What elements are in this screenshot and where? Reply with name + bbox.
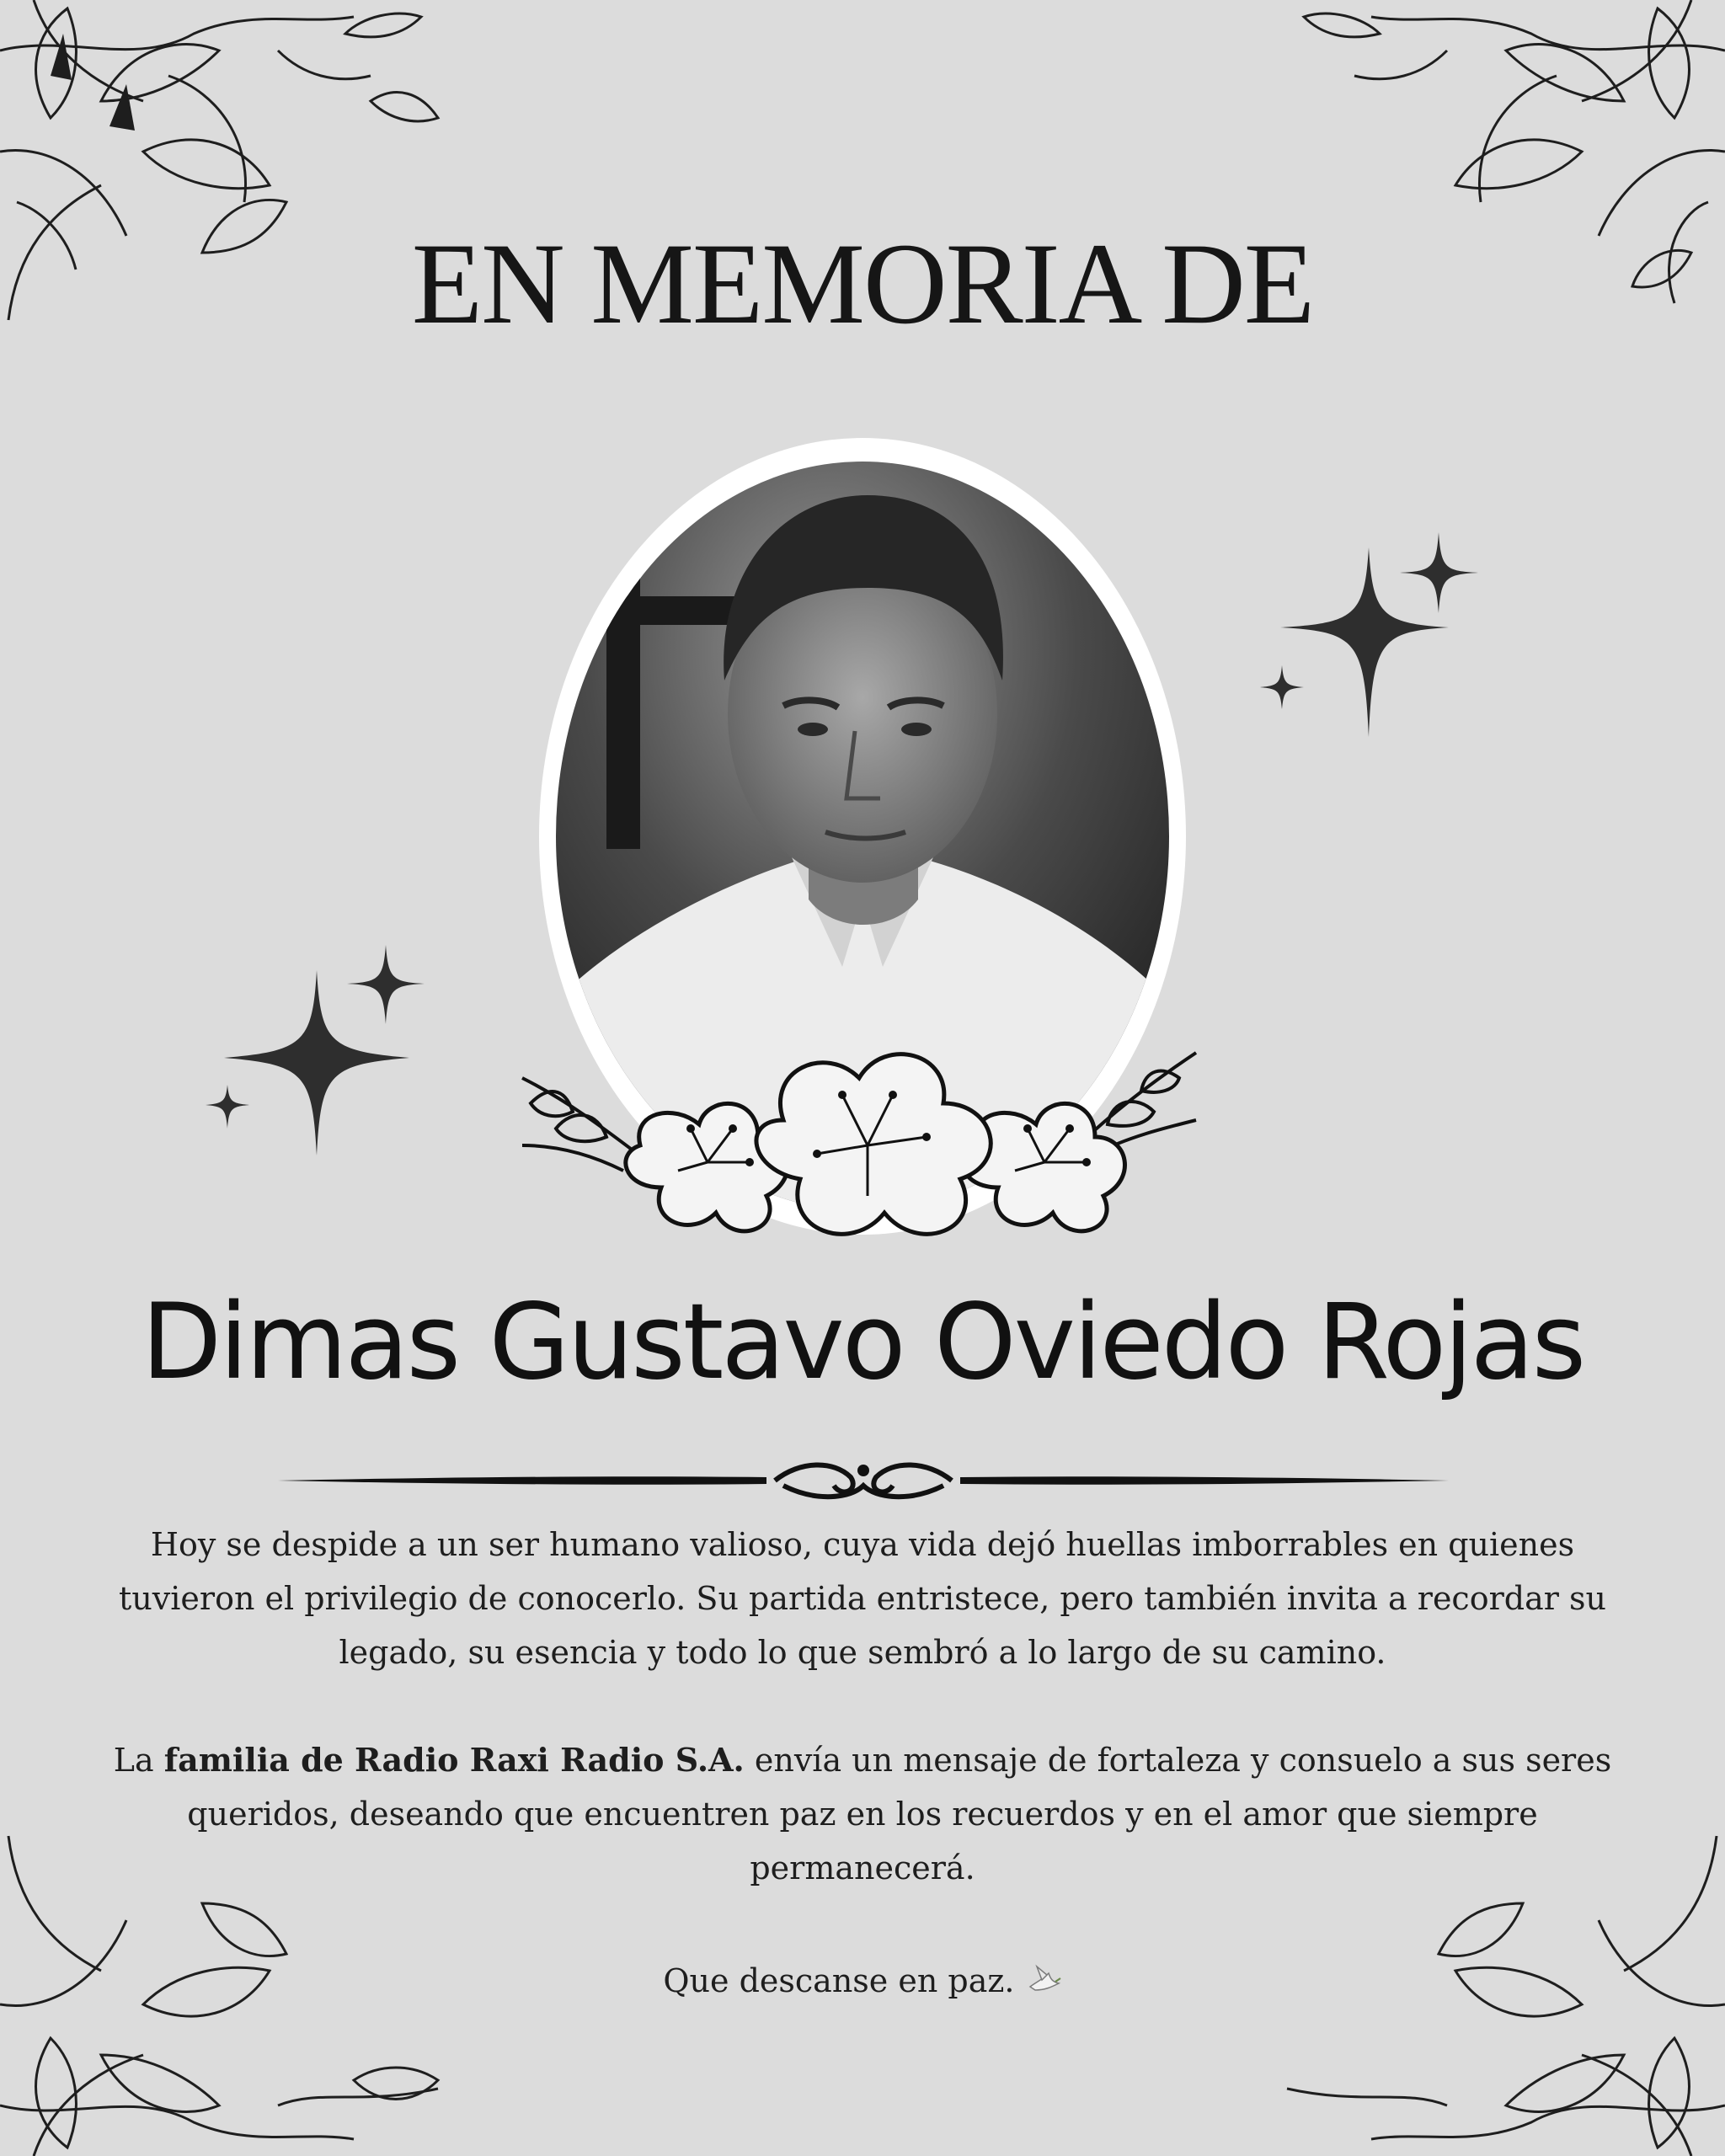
sparkle-icon [1255, 522, 1491, 741]
tribute-paragraph: Hoy se despide a un ser humano valioso, cuya vida dejó huellas imborrables en quienes tuvieron el privilegio de conocerlo. Su partida entristece, pero también invita a recordar su legado, su esencia y todo lo que sembró a lo largo de su camino. [119, 1526, 1606, 1671]
closing-text: Que descanse en paz. [663, 1962, 1015, 1999]
condolence-paragraph [101, 1733, 1624, 1895]
condolence-rest: envía un mensaje de fortaleza y consuelo a sus seres queridos, deseando que encuentren paz en los recuerdos y en el amor que siempre permanecerá. [187, 1742, 1612, 1886]
page-title: EN MEMORIA DE [411, 219, 1314, 348]
divider-flourish-icon [278, 1452, 1449, 1511]
dove-icon [1025, 1961, 1062, 1999]
flower-garland-icon [505, 1027, 1213, 1246]
condolence-lead: La [113, 1742, 164, 1779]
condolence-company: familia de Radio Raxi Radio S.A. [163, 1741, 745, 1779]
closing-line [101, 1954, 1624, 2008]
deceased-name: Dimas Gustavo Oviedo Rojas [141, 1282, 1584, 1403]
sparkle-icon [199, 942, 435, 1161]
